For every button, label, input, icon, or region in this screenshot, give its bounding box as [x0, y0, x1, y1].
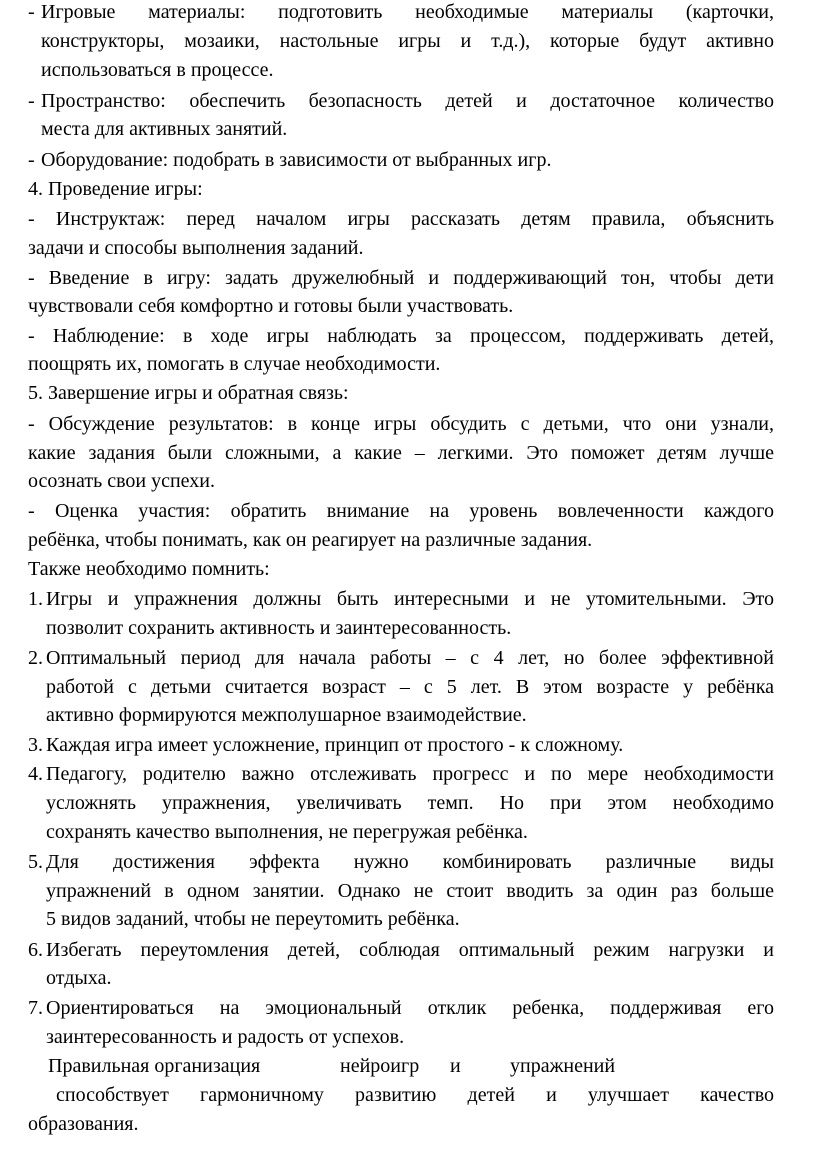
closing-word: Правильная организация: [48, 1055, 261, 1077]
text-line: использоваться в процессе.: [41, 59, 274, 81]
text-line: задачи и способы выполнения заданий.: [28, 237, 364, 259]
text-line: ребёнка, чтобы понимать, как он реагирует на различные задания.: [28, 529, 593, 551]
closing-word: нейроигр: [340, 1055, 420, 1077]
text-line: поощрять их, помогать в случае необходимости.: [28, 353, 441, 375]
text-line: образования.: [28, 1113, 139, 1135]
text-line: Для достижения эффекта нужно комбинировать различные виды: [46, 851, 774, 873]
text-line: Ориентироваться на эмоциональный отклик ребенка, поддерживая его: [46, 997, 774, 1019]
text-line: 5 видов заданий, чтобы не переутомить ребёнка.: [46, 908, 460, 930]
section-heading: Также необходимо помнить:: [28, 558, 270, 580]
text-line: сохранять качество выполнения, не перегружая ребёнка.: [46, 821, 528, 843]
text-line: Каждая игра имеет усложнение, принцип от простого - к сложному.: [46, 734, 624, 756]
text-line: Оборудование: подобрать в зависимости от выбранных игр.: [41, 149, 552, 171]
text-line: конструкторы, мозаики, настольные игры и т.д.), которые будут активно: [41, 30, 774, 52]
text-line: отдыха.: [46, 967, 112, 989]
text-line: - Инструктаж: перед началом игры рассказать детям правила, объяснить: [28, 208, 774, 230]
text-line: Игровые материалы: подготовить необходимые материалы (карточки,: [41, 1, 774, 23]
text-line: Пространство: обеспечить безопасность детей и достаточное количество: [41, 90, 774, 112]
text-line: усложнять упражнения, увеличивать темп. Но при этом необходимо: [46, 792, 774, 814]
item-number: 2.: [28, 647, 43, 669]
text-line: чувствовали себя комфортно и готовы были участвовать.: [28, 295, 514, 317]
text-line: способствует гармоничному развитию детей и улучшает качество: [56, 1084, 774, 1106]
text-line: - Наблюдение: в ходе игры наблюдать за процессом, поддерживать детей,: [28, 325, 774, 347]
closing-word: и: [450, 1055, 461, 1077]
item-number: 4.: [28, 763, 43, 785]
bullet-marker: -: [28, 149, 35, 171]
closing-word: упражнений: [510, 1055, 616, 1077]
item-number: 5.: [28, 851, 43, 873]
bullet-marker: -: [28, 90, 35, 112]
text-line: активно формируются межполушарное взаимодействие.: [46, 704, 527, 726]
text-line: места для активных занятий.: [41, 118, 288, 140]
text-line: - Введение в игру: задать дружелюбный и поддерживающий тон, чтобы дети: [28, 267, 774, 289]
text-line: упражнений в одном занятии. Однако не стоит вводить за один раз больше: [46, 880, 774, 902]
section-heading: 5. Завершение игры и обратная связь:: [28, 382, 349, 404]
text-line: какие задания были сложными, а какие – легкими. Это поможет детям лучше: [28, 442, 774, 464]
text-line: осознать свои успехи.: [28, 470, 215, 492]
section-heading: 4. Проведение игры:: [28, 178, 203, 200]
item-number: 3.: [28, 734, 43, 756]
text-line: - Оценка участия: обратить внимание на уровень вовлеченности каждого: [28, 500, 774, 522]
item-number: 6.: [28, 939, 43, 961]
text-line: заинтересованность и радость от успехов.: [46, 1026, 405, 1048]
text-line: Оптимальный период для начала работы – с 4 лет, но более эффективной: [46, 647, 774, 669]
text-line: позволит сохранить активность и заинтересованность.: [46, 617, 512, 639]
text-line: Игры и упражнения должны быть интересными и не утомительными. Это: [46, 588, 774, 610]
text-line: Педагогу, родителю важно отслеживать прогресс и по мере необходимости: [46, 763, 774, 785]
text-line: - Обсуждение результатов: в конце игры обсудить с детьми, что они узнали,: [28, 413, 774, 435]
text-line: Избегать переутомления детей, соблюдая оптимальный режим нагрузки и: [46, 939, 774, 961]
item-number: 7.: [28, 997, 43, 1019]
bullet-marker: -: [28, 1, 35, 23]
text-line: работой с детьми считается возраст – с 5 лет. В этом возрасте у ребёнка: [46, 676, 774, 698]
item-number: 1.: [28, 588, 43, 610]
